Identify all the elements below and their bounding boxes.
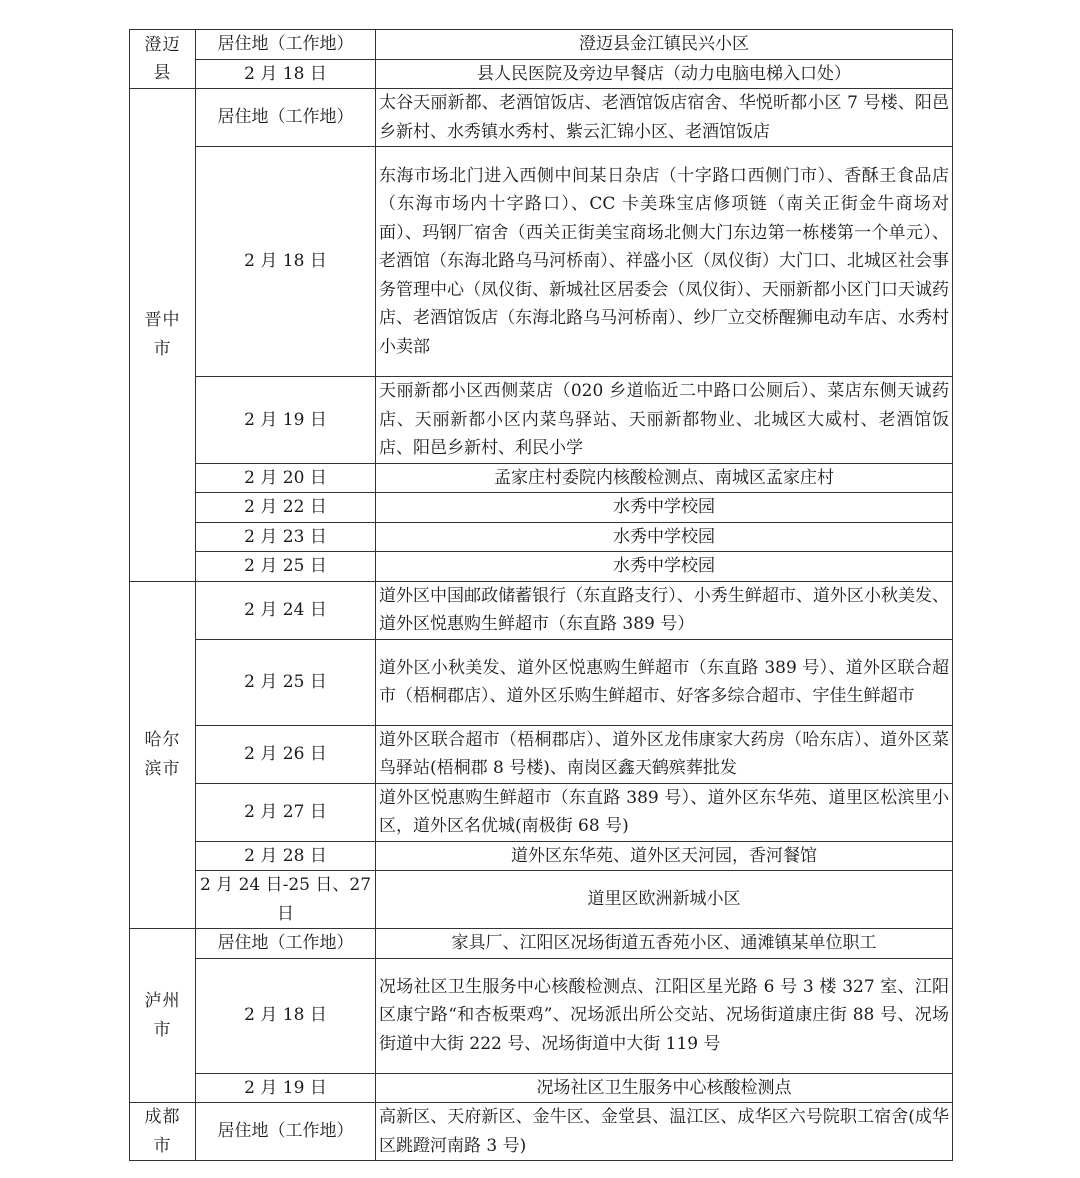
table-row [130, 30, 953, 60]
date-cell: 2 月 28 日 [196, 841, 376, 871]
date-cell: 居住地（工作地） [196, 929, 376, 959]
table-row [130, 493, 953, 523]
date-cell: 2 月 24 日 [196, 581, 376, 639]
places-cell: 孟家庄村委院内核酸检测点、南城区孟家庄村 [376, 463, 953, 493]
table-row [130, 929, 953, 959]
table-row [130, 639, 953, 725]
date-cell: 2 月 19 日 [196, 1073, 376, 1103]
places-cell: 水秀中学校园 [376, 552, 953, 582]
places-cell: 太谷天丽新都、老酒馆饭店、老酒馆饭店宿舍、华悦昕都小区 7 号楼、阳邑乡新村、水秀镇水秀村、紫云汇锦小区、老酒馆饭店 [376, 89, 953, 147]
date-cell: 2 月 18 日 [196, 59, 376, 89]
places-cell: 水秀中学校园 [376, 522, 953, 552]
city-cell [130, 581, 196, 929]
places-cell: 县人民医院及旁边早餐店（动力电脑电梯入口处） [376, 59, 953, 89]
date-cell: 居住地（工作地） [196, 1103, 376, 1161]
table-row [130, 871, 953, 929]
date-cell: 2 月 26 日 [196, 725, 376, 783]
date-cell: 2 月 18 日 [196, 958, 376, 1073]
date-cell: 居住地（工作地） [196, 89, 376, 147]
date-cell: 2 月 18 日 [196, 147, 376, 377]
date-cell: 2 月 20 日 [196, 463, 376, 493]
date-cell: 2 月 25 日 [196, 552, 376, 582]
table-row [130, 463, 953, 493]
table-row [130, 958, 953, 1073]
table-row [130, 581, 953, 639]
places-cell: 况场社区卫生服务中心核酸检测点、江阳区星光路 6 号 3 楼 327 室、江阳区康宁路“和杏板栗鸡”、况场派出所公交站、况场街道康庄街 88 号、况场街道中大街 222 号、况场街道中大街 119 号 [376, 958, 953, 1073]
table-row [130, 841, 953, 871]
date-cell: 2 月 23 日 [196, 522, 376, 552]
date-cell: 居住地（工作地） [196, 30, 376, 60]
city-cell [130, 89, 196, 582]
table-row [130, 552, 953, 582]
places-cell: 道外区悦惠购生鲜超市（东直路 389 号）、道外区东华苑、道里区松滨里小区，道外区名优城(南极街 68 号) [376, 783, 953, 841]
date-cell: 2 月 19 日 [196, 377, 376, 464]
places-cell: 东海市场北门进入西侧中间某日杂店（十字路口西侧门市）、香酥王食品店（东海市场内十字路口）、CC 卡美珠宝店修项链（南关正街金牛商场对面）、玛钢厂宿舍（西关正街美宝商场北侧大门东边第一栋楼第一个单元）、老酒馆（东海北路乌马河桥南）、祥盛小区（凤仪街）大门口、北城区社会事务管理中心（凤仪街、新城社区居委会（凤仪街）、天丽新都小区门口天诚药店、老酒馆饭店（东海北路乌马河桥南）、纱厂立交桥醒狮电动车店、水秀村小卖部 [376, 147, 953, 377]
city-cell [130, 929, 196, 1103]
places-cell: 道外区联合超市（梧桐郡店）、道外区龙伟康家大药房（哈东店）、道外区菜鸟驿站(梧桐郡 8 号楼)、南岗区鑫天鹤殡葬批发 [376, 725, 953, 783]
places-cell: 高新区、天府新区、金牛区、金堂县、温江区、成华区六号院职工宿舍(成华区跳蹬河南路 3 号) [376, 1103, 953, 1161]
table-row [130, 1073, 953, 1103]
city-name: 晋中市 [144, 310, 181, 359]
table-row [130, 59, 953, 89]
city-name: 澄迈县 [144, 34, 181, 83]
date-cell: 2 月 24 日-25 日、27 日 [196, 871, 376, 929]
places-cell: 水秀中学校园 [376, 493, 953, 523]
city-cell [130, 1103, 196, 1161]
table-row [130, 725, 953, 783]
date-cell: 2 月 22 日 [196, 493, 376, 523]
places-cell: 澄迈县金江镇民兴小区 [376, 30, 953, 60]
table-row [130, 147, 953, 377]
places-cell: 况场社区卫生服务中心核酸检测点 [376, 1073, 953, 1103]
places-cell: 道外区小秋美发、道外区悦惠购生鲜超市（东直路 389 号）、道外区联合超市（梧桐郡店）、道外区乐购生鲜超市、好客多综合超市、宇佳生鲜超市 [376, 639, 953, 725]
table-body [130, 30, 953, 1161]
city-name: 泸州市 [144, 991, 181, 1040]
table-row [130, 522, 953, 552]
location-table [129, 29, 953, 1161]
date-cell: 2 月 25 日 [196, 639, 376, 725]
table-row [130, 89, 953, 147]
table-row [130, 377, 953, 464]
places-cell: 道外区东华苑、道外区天河园，香河餐馆 [376, 841, 953, 871]
city-name: 哈尔滨市 [144, 730, 181, 779]
places-cell: 道里区欧洲新城小区 [376, 871, 953, 929]
places-cell: 天丽新都小区西侧菜店（020 乡道临近二中路口公厕后）、菜店东侧天诚药店、天丽新都小区内菜鸟驿站、天丽新都物业、北城区大威村、老酒馆饭店、阳邑乡新村、利民小学 [376, 377, 953, 464]
city-name: 成都市 [144, 1107, 181, 1156]
table-row [130, 783, 953, 841]
places-cell: 家具厂、江阳区况场街道五香苑小区、通滩镇某单位职工 [376, 929, 953, 959]
date-cell: 2 月 27 日 [196, 783, 376, 841]
table-row [130, 1103, 953, 1161]
places-cell: 道外区中国邮政储蓄银行（东直路支行）、小秀生鲜超市、道外区小秋美发、道外区悦惠购生鲜超市（东直路 389 号） [376, 581, 953, 639]
city-cell [130, 30, 196, 89]
